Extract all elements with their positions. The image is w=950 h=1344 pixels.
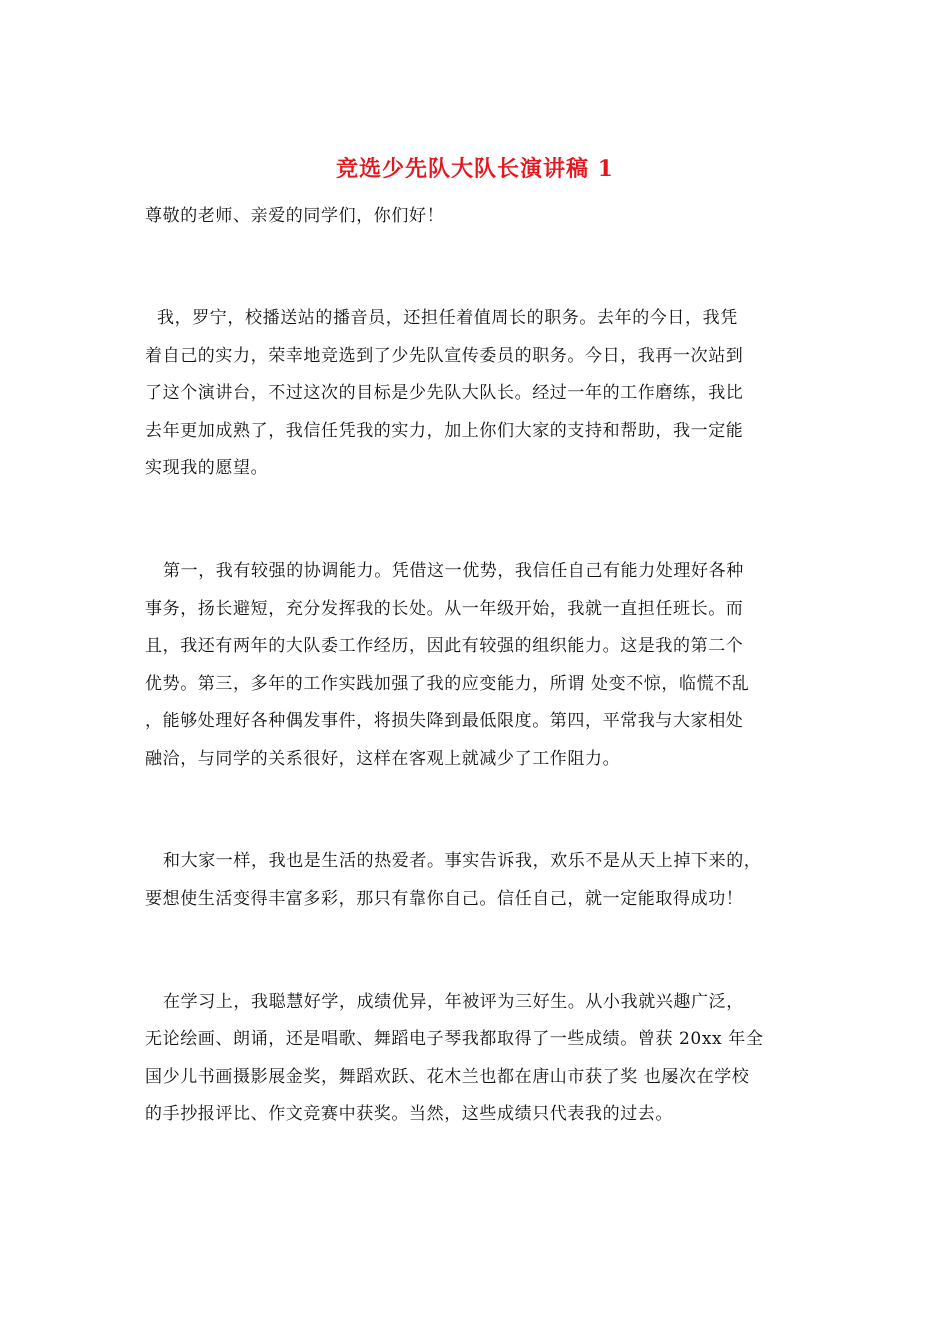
paragraph-line: 国少儿书画摄影展金奖，舞蹈欢跃、花木兰也都在唐山市获了奖 也屡次在学校: [145, 1067, 750, 1087]
paragraph-line: 了这个演讲台，不过这次的目标是少先队大队长。经过一年的工作磨练，我比: [145, 383, 744, 403]
paragraph-line: 的手抄报评比、作文竞赛中获奖。当然，这些成绩只代表我的过去。: [145, 1104, 673, 1124]
paragraph-line: 实现我的愿望。: [145, 458, 269, 478]
paragraph-line: 去年更加成熟了，我信任凭我的实力，加上你们大家的支持和帮助，我一定能: [145, 421, 744, 441]
paragraph-line: 且，我还有两年的大队委工作经历，因此有较强的组织能力。这是我的第二个: [145, 636, 744, 656]
paragraph-line: 要想使生活变得丰富多彩，那只有靠你自己。信任自己，就一定能取得成功！: [145, 889, 744, 909]
document-title: 竞选少先队大队长演讲稿 1: [336, 156, 614, 182]
paragraph-line: 融洽，与同学的关系很好，这样在客观上就减少了工作阻力。: [145, 749, 621, 769]
paragraph-line: ，能够处理好各种偶发事件，将损失降到最低限度。第四，平常我与大家相处: [145, 711, 744, 731]
paragraph-line: 着自己的实力，荣幸地竞选到了少先队宣传委员的职务。今日，我再一次站到: [145, 346, 744, 366]
paragraph-line: 我，罗宁，校播送站的播音员，还担任着值周长的职务。去年的今日，我凭: [145, 308, 738, 328]
paragraph-line: 事务，扬长避短，充分发挥我的长处。从一年级开始，我就一直担任班长。而: [145, 599, 744, 619]
greeting-line: 尊敬的老师、亲爱的同学们，你们好！: [145, 206, 445, 226]
paragraph-line: 优势。第三，多年的工作实践加强了我的应变能力，所谓 处变不惊，临慌不乱: [145, 674, 750, 694]
paragraph-line: 在学习上，我聪慧好学，成绩优异，年被评为三好生。从小我就兴趣广泛，: [145, 992, 744, 1012]
paragraph-line: 无论绘画、朗诵，还是唱歌、舞蹈电子琴我都取得了一些成绩。曾获 20xx 年全: [145, 1029, 764, 1049]
paragraph-line: 和大家一样，我也是生活的热爱者。事实告诉我，欢乐不是从天上掉下来的，: [145, 851, 762, 871]
paragraph-line: 第一，我有较强的协调能力。凭借这一优势，我信任自己有能力处理好各种: [145, 561, 744, 581]
